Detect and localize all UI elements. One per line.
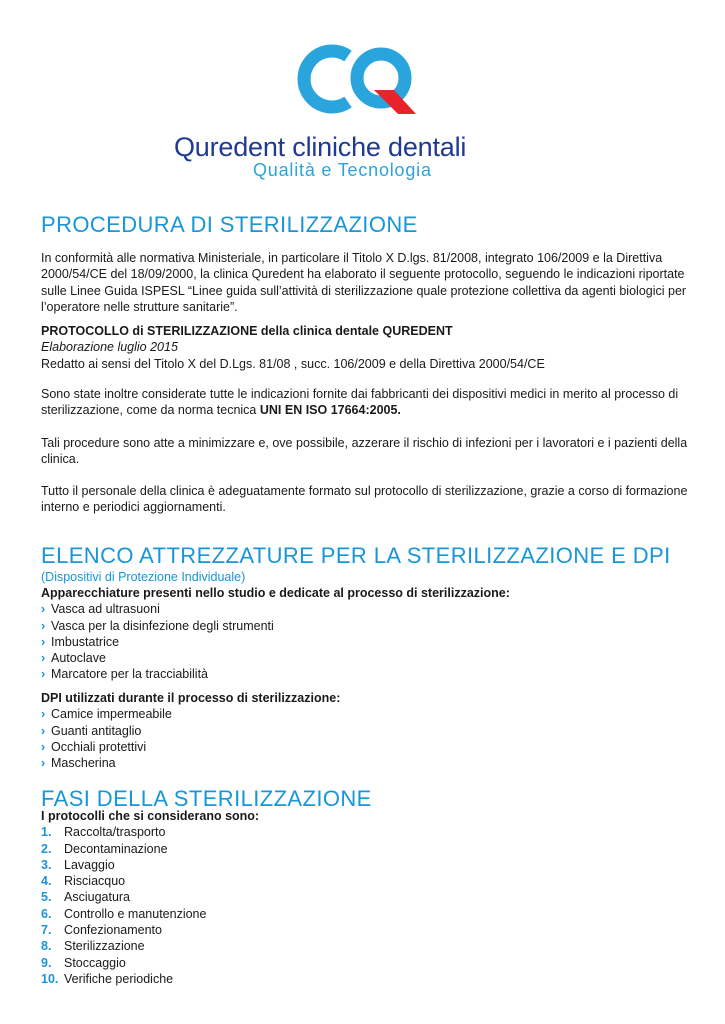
- list-item-label: Raccolta/trasporto: [64, 825, 166, 840]
- list-number: 6.: [41, 906, 52, 921]
- list-number: 2.: [41, 841, 52, 856]
- chevron-right-icon: ›: [41, 651, 46, 666]
- paragraph-line: clinica.: [41, 452, 80, 467]
- list-item: [41, 857, 689, 873]
- section-title-procedura: PROCEDURA DI STERILIZZAZIONE: [41, 212, 418, 237]
- list-item: [41, 723, 689, 739]
- protocol-date: Elaborazione luglio 2015: [41, 340, 178, 355]
- list-number: 5.: [41, 890, 52, 905]
- paragraph-procedure: [41, 435, 689, 468]
- list-item: [41, 889, 689, 905]
- list-item: [41, 971, 689, 987]
- chevron-right-icon: ›: [41, 756, 46, 771]
- brand-name: Quredent cliniche dentali: [174, 132, 467, 162]
- list-number: 10.: [41, 971, 59, 986]
- dpi-heading: DPI utilizzati durante il processo di sterilizzazione:: [41, 691, 341, 705]
- list-item-label: Stoccaggio: [64, 955, 126, 970]
- list-item: [41, 955, 689, 971]
- protocol-reference: Redatto ai sensi del Titolo X del D.Lgs. 81/08 , succ. 106/2009 e della Direttiva 2000/54/CE: [41, 356, 545, 371]
- list-item: [41, 618, 689, 634]
- list-item-label: Vasca per la disinfezione degli strumenti: [51, 618, 274, 633]
- list-item: [41, 650, 689, 666]
- list-item-label: Vasca ad ultrasuoni: [51, 602, 160, 617]
- norma-code: UNI EN ISO 17664:2005.: [259, 403, 401, 418]
- protocol-info: [41, 323, 689, 372]
- chevron-right-icon: ›: [41, 618, 46, 633]
- intro-line: 2000/54/CE del 18/09/2000, la clinica Quredent ha elaborato il seguente protocollo, seguendo le indicazioni riportate: [41, 267, 685, 282]
- norma-prefix: sterilizzazione, come da norma tecnica: [41, 403, 260, 418]
- paragraph-line: [41, 402, 689, 418]
- list-number: 1.: [41, 825, 52, 840]
- list-item-label: Autoclave: [51, 651, 106, 666]
- list-item: [41, 906, 689, 922]
- paragraph-line: interno e periodici aggiornamenti.: [41, 500, 226, 515]
- list-item: [41, 841, 689, 857]
- section-title-fasi: FASI DELLA STERILIZZAZIONE: [41, 786, 372, 811]
- list-item-label: Verifiche periodiche: [64, 971, 174, 986]
- list-item-label: Lavaggio: [64, 857, 115, 872]
- list-item: [41, 739, 689, 755]
- list-item: [41, 824, 689, 840]
- paragraph-line: Sono state inoltre considerate tutte le indicazioni fornite dai fabbricanti dei dispositivi medici in merito al processo di: [41, 387, 679, 401]
- dpi-list: [41, 706, 689, 771]
- list-item: [41, 938, 689, 954]
- list-item-label: Imbustatrice: [51, 634, 120, 649]
- paragraph-line: Tutto il personale della clinica è adeguatamente formato sul protocollo di sterilizzazione, grazie a corso di formazione: [41, 484, 688, 498]
- list-item-label: Asciugatura: [64, 890, 131, 905]
- list-item-label: Decontaminazione: [64, 841, 168, 856]
- list-item: [41, 922, 689, 938]
- list-number: 3.: [41, 857, 52, 872]
- chevron-right-icon: ›: [41, 723, 46, 738]
- paragraph-personale: [41, 483, 689, 516]
- protocol-title: PROTOCOLLO di STERILIZZAZIONE della clinica dentale QUREDENT: [41, 324, 453, 338]
- list-item: [41, 873, 689, 889]
- list-item: [41, 706, 689, 722]
- list-item-label: Sterilizzazione: [64, 939, 145, 954]
- list-item-label: Occhiali protettivi: [51, 739, 147, 754]
- phases-heading: I protocolli che si considerano sono:: [41, 809, 260, 823]
- paragraph-line: Tali procedure sono atte a minimizzare e, ove possibile, azzerare il rischio di infezioni per i lavoratori e i pazienti della: [41, 436, 688, 450]
- list-item: [41, 634, 689, 650]
- list-item: [41, 755, 689, 771]
- chevron-right-icon: ›: [41, 634, 46, 649]
- equipment-heading: Apparecchiature presenti nello studio e dedicate al processo di sterilizzazione:: [41, 586, 510, 600]
- list-item-label: Guanti antitaglio: [51, 723, 142, 738]
- intro-line: sulle Linee Guida ISPESL “Linee guida sull’attività di sterilizzazione quale protezione collettiva da agenti biologici per: [41, 283, 687, 298]
- dpi-block: [41, 690, 689, 771]
- paragraph-norma: [41, 386, 689, 419]
- intro-line: In conformità alle normativa Ministeriale, in particolare il Titolo X D.lgs. 81/2008, integrato 106/2009 e la Direttiva: [41, 251, 663, 265]
- equipment-list: [41, 601, 689, 682]
- list-number: 8.: [41, 939, 52, 954]
- intro-paragraph: [41, 250, 689, 315]
- list-number: 7.: [41, 923, 52, 938]
- list-item-label: Mascherina: [51, 756, 116, 771]
- chevron-right-icon: ›: [41, 602, 46, 617]
- phases-block: [41, 808, 689, 987]
- list-number: 9.: [41, 955, 52, 970]
- header: [0, 40, 725, 190]
- intro-line: l’operatore nelle strutture sanitarie”.: [41, 299, 238, 314]
- list-item-label: Confezionamento: [64, 923, 162, 938]
- section-title-attrezzature: ELENCO ATTREZZATURE PER LA STERILIZZAZIONE E DPI: [41, 543, 671, 568]
- section-subtitle-dpi: (Dispositivi di Protezione Individuale): [41, 570, 246, 584]
- list-item-label: Risciacquo: [64, 874, 126, 889]
- chevron-right-icon: ›: [41, 667, 46, 682]
- quredent-logo-icon: [294, 40, 424, 120]
- equipment-block: [41, 585, 689, 683]
- chevron-right-icon: ›: [41, 739, 46, 754]
- list-item-label: Camice impermeabile: [51, 707, 172, 722]
- list-item: [41, 601, 689, 617]
- list-item-label: Controllo e manutenzione: [64, 906, 207, 921]
- list-number: 4.: [41, 874, 52, 889]
- chevron-right-icon: ›: [41, 707, 46, 722]
- list-item: [41, 666, 689, 682]
- brand-tagline: Qualità e Tecnologia: [253, 160, 432, 180]
- list-item-label: Marcatore per la tracciabilità: [51, 667, 209, 682]
- phases-list: [41, 824, 689, 987]
